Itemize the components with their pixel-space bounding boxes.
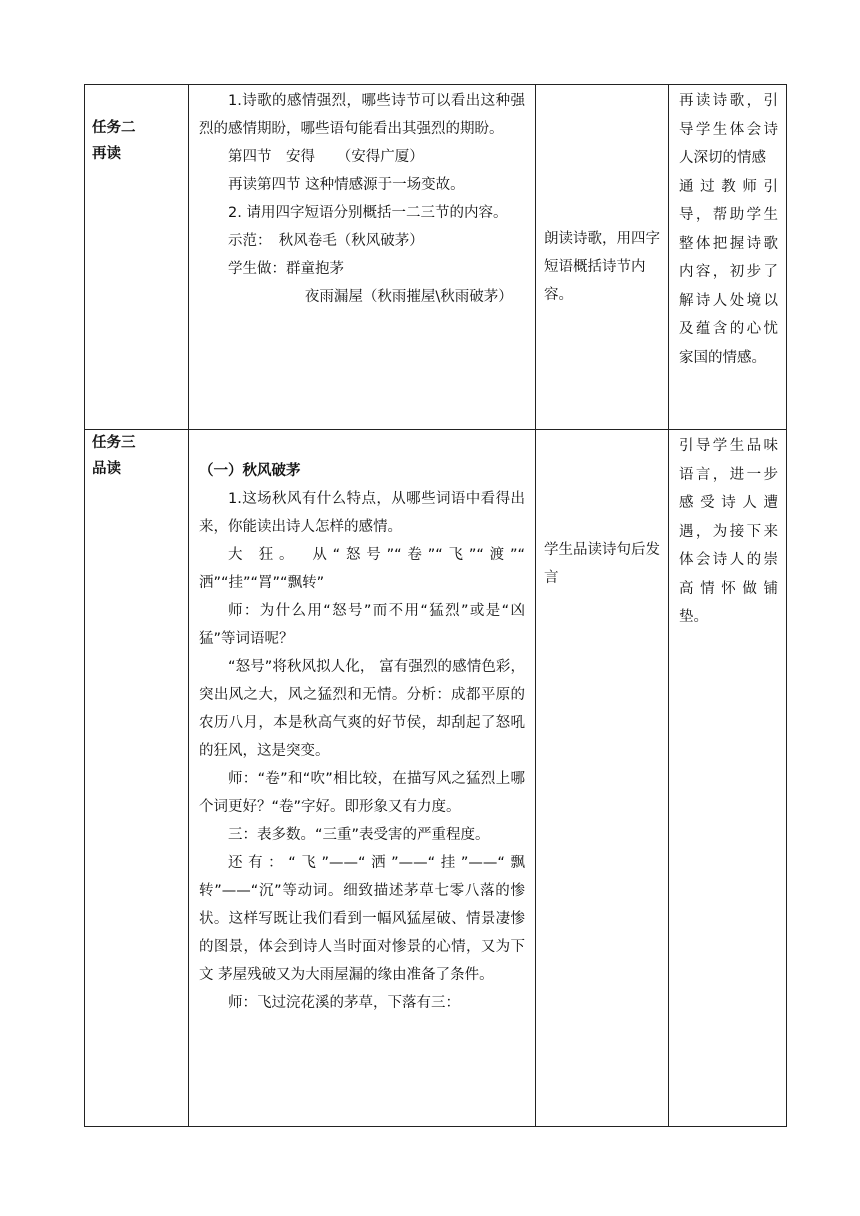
content-paragraph: 大 狂。 从“怒号”“卷”“飞”“渡”“ 洒”“挂”“罥”“飘转” [199,547,525,591]
content-paragraph: 再读第四节 这种情感源于一场变故。 [228,177,465,193]
content-paragraph: “怒号”将秋风拟人化， 富有强烈的感情色彩，突出风之大，风之猛烈和无情。分析：成都平原的农历八月，本是秋高气爽的好节侯，却刮起了怒吼的狂风，这是突变。 [199,659,525,759]
design-intent: 引导学生品味语言，进一步感受诗人遭遇，为接下来体会诗人的崇高情怀做铺垫。 [679,438,778,625]
student-activity: 朗读诗歌，用四字短语概括诗节内容。 [544,231,660,303]
content-paragraph: 师：为什么用“怒号”而不用“猛烈”或是“凶猛”等词语呢？ [199,603,525,647]
table-row [85,430,787,1127]
content-paragraph: 第四节 安得 （安得广厦） [228,149,424,165]
task-title: 任务二 [92,120,136,136]
intent-cell [669,85,787,430]
content-paragraph: 还有：“飞”——“洒”——“挂”——“飘 转”——“沉”等动词。细致描述茅草七零八落的惨状。这样写既让我们看到一幅风猛屋破、情景凄惨的图景，体会到诗人当时面对惨景的心情，又为下文 茅屋残破又为大雨屋漏的缘由准备了条件。 [199,855,525,983]
content-cell [189,85,536,430]
activity-cell [536,430,669,1127]
task-cell [85,85,189,430]
content-paragraph: 夜雨漏屋（秋雨摧屋\秋雨破茅） [304,289,513,305]
content-paragraph: 1.这场秋风有什么特点，从哪些词语中看得出来，你能读出诗人怎样的感情。 [199,491,525,535]
task-subtitle: 再读 [92,146,121,162]
intent-cell [669,430,787,1127]
activity-cell [536,85,669,430]
student-activity: 学生品读诗句后发言 [544,542,660,586]
section-heading: （一）秋风破茅 [199,463,301,479]
lesson-plan-table [84,84,787,1127]
content-paragraph: 学生做：群童抱茅 [228,261,344,277]
task-subtitle: 品读 [92,461,121,477]
content-cell [189,430,536,1127]
content-paragraph: 师：飞过浣花溪的茅草，下落有三： [228,995,460,1011]
content-paragraph: 1.诗歌的感情强烈，哪些诗节可以看出这种强烈的感情期盼，哪些语句能看出其强烈的期盼。 [199,93,525,137]
design-intent: 再读诗歌，引导学生体会诗人深切的情感 通过教师引导，帮助学生整体把握诗歌内容，初步了解诗人处境以及蕴含的心忧家国的情感。 [679,93,778,366]
table-row [85,85,787,430]
content-paragraph: 三：表多数。“三重”表受害的严重程度。 [228,827,490,843]
content-paragraph: 师：“卷”和“吹”相比较，在描写风之猛烈上哪个词更好？“卷”字好。即形象又有力度。 [199,771,525,815]
task-title: 任务三 [92,435,136,451]
content-paragraph: 示范： 秋风卷毛（秋风破茅） [228,233,424,249]
content-paragraph: 2. 请用四字短语分别概括一二三节的内容。 [228,205,508,221]
task-cell [85,430,189,1127]
